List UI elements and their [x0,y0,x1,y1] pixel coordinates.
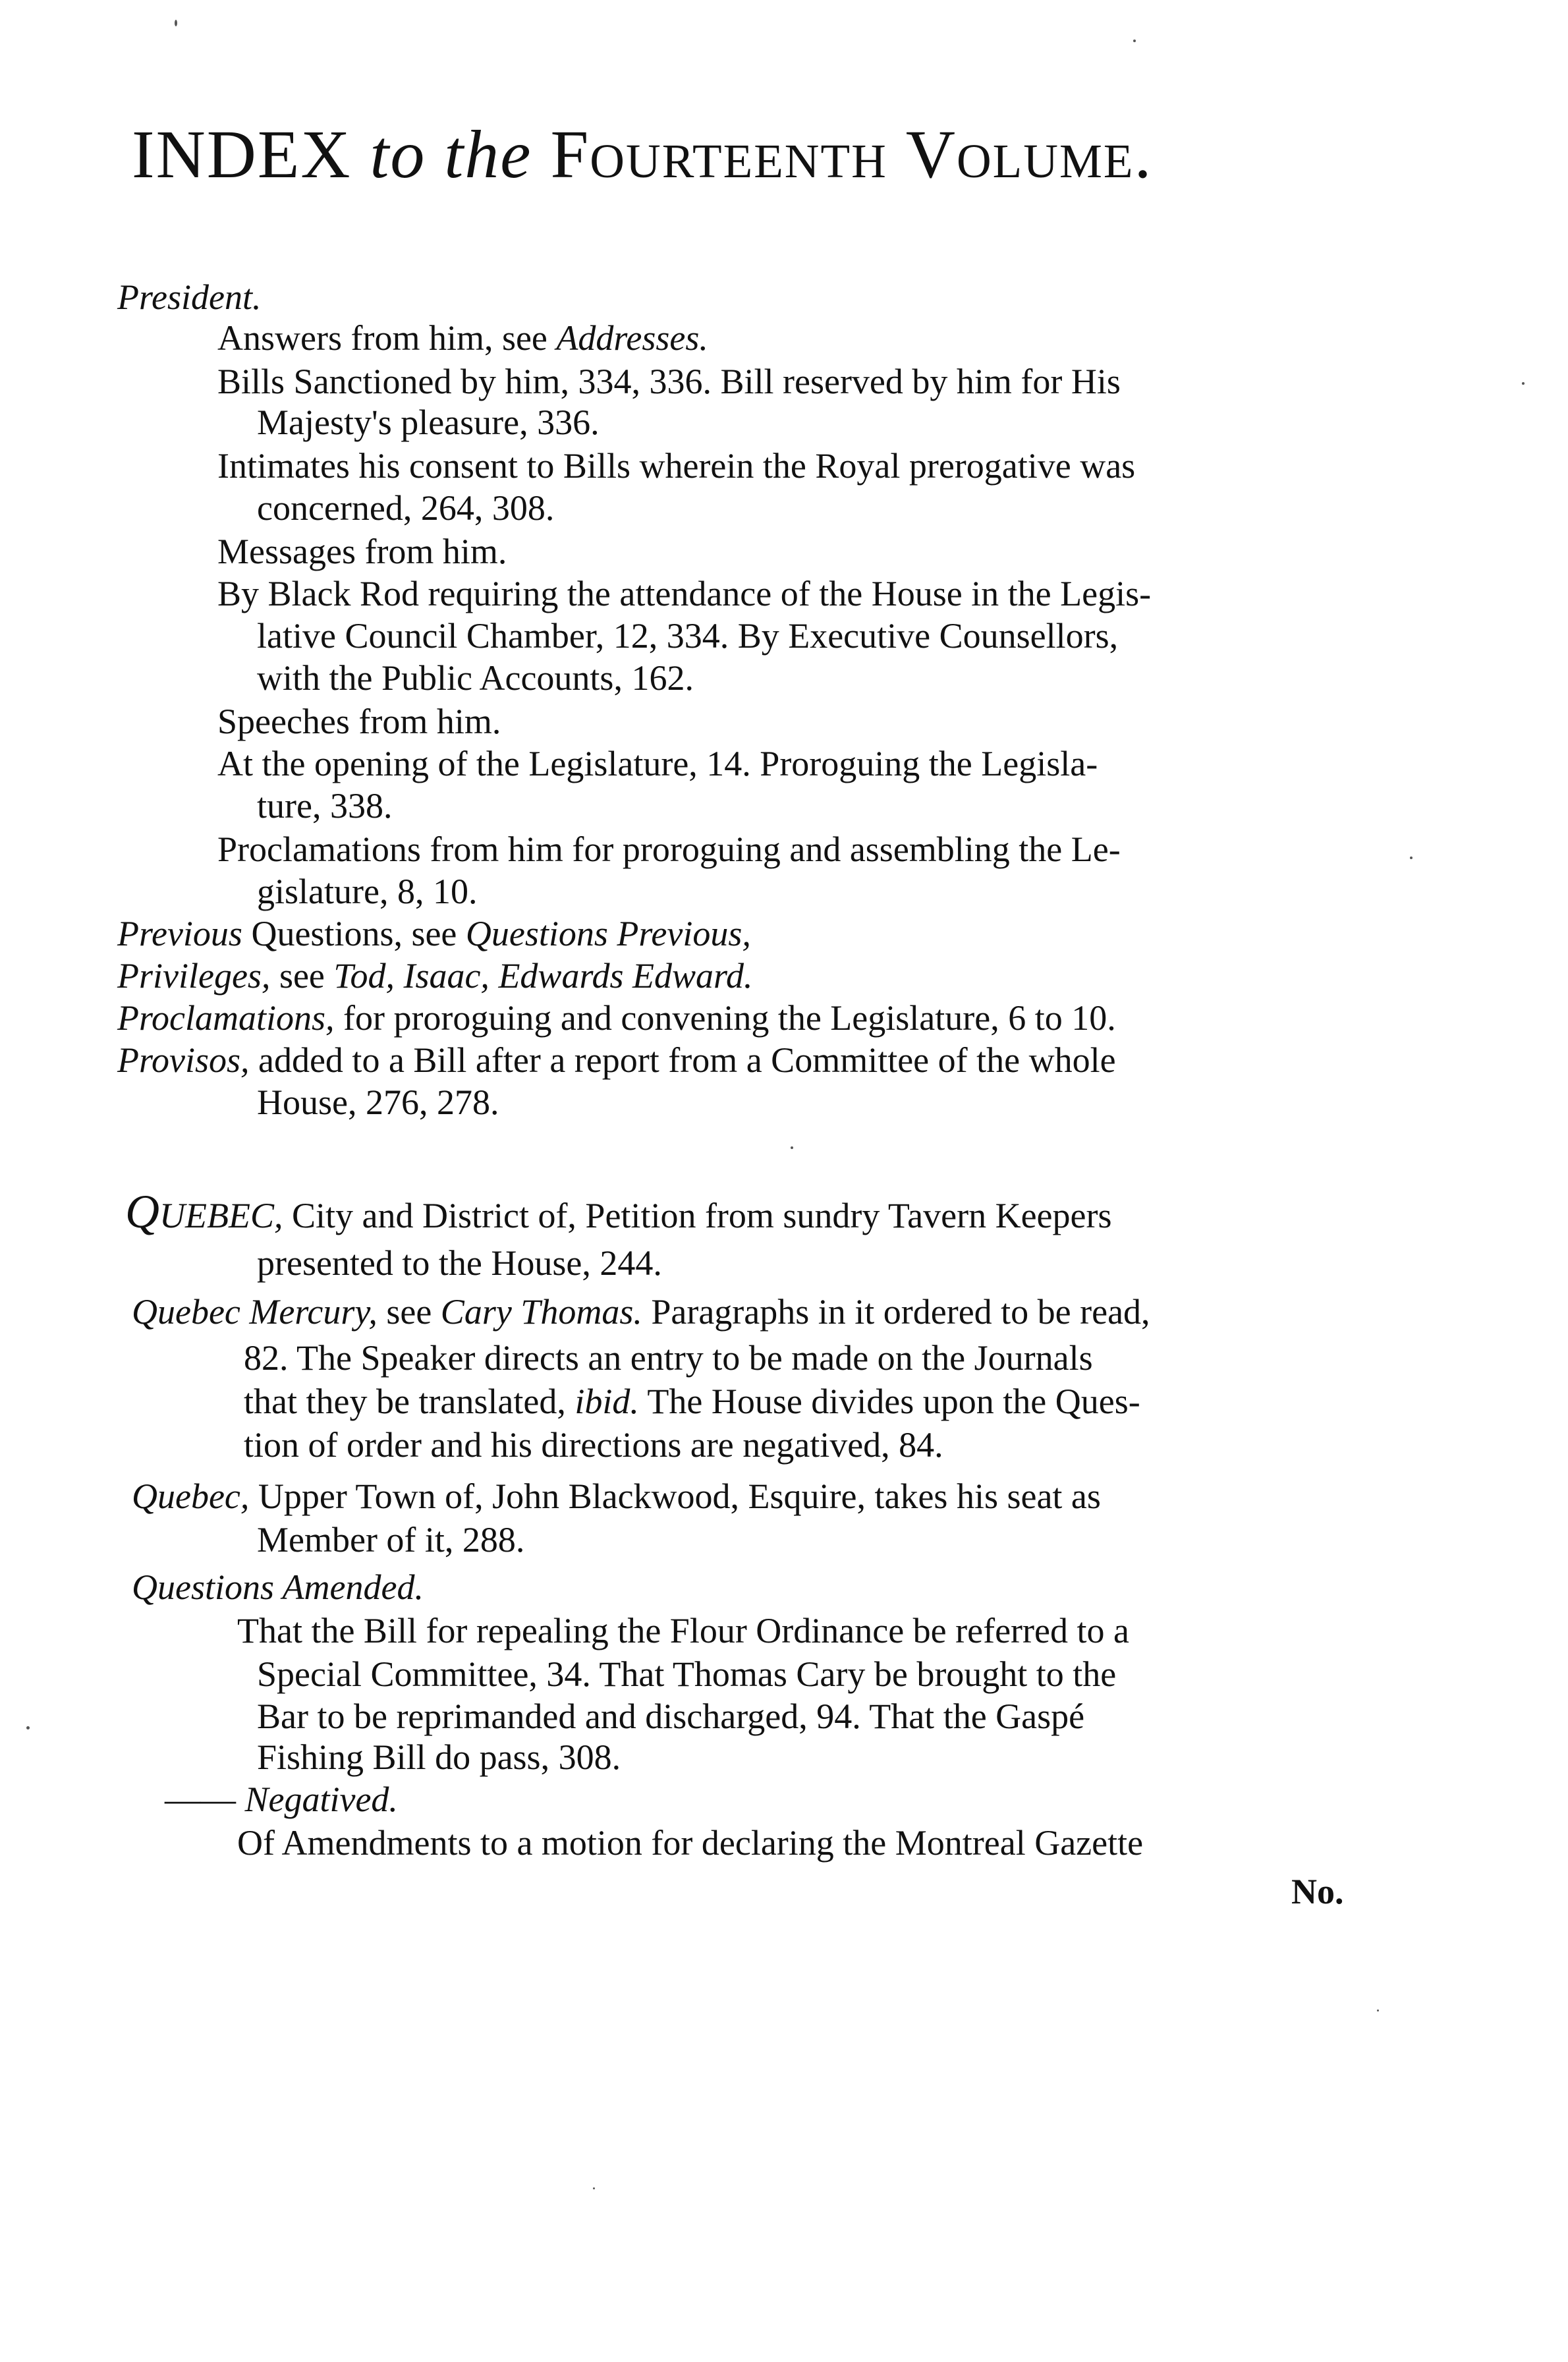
title-volume: Volume. [905,117,1153,192]
quebec-line-1: City and District of, Petition from sundry Tavern Keepers [283,1196,1112,1235]
answers-text: Answers from him, see [217,318,557,358]
entry-president-opening-2: ture, 338. [257,786,393,826]
answers-ref: Addresses. [556,318,708,358]
entry-mercury-2: 82. The Speaker directs an entry to be made on the Journals [244,1338,1093,1378]
entry-mercury-3 [244,1381,1140,1422]
entry-president-blackrod-2: lative Council Chamber, 12, 334. By Executive Counsellors, [257,616,1119,656]
negatived-dash: —— [165,1780,236,1819]
entry-amended-head: Questions Amended. [132,1567,424,1607]
provisos-head: Provisos, [117,1040,250,1080]
mercury-line-3a: that they be translated, [244,1382,575,1421]
quebec-initial: Q [125,1185,159,1238]
scan-speck [791,1146,793,1149]
page-title [132,115,1152,194]
entry-president-intimates-2: concerned, 264, 308. [257,488,555,528]
entry-president-speeches: Speeches from him. [217,702,501,741]
entry-privileges [117,955,752,996]
previous-head: Previous [117,914,242,953]
entry-negatived [165,1779,398,1820]
entry-proclamations [117,998,1116,1038]
entry-mercury-4: tion of order and his directions are negatived, 84. [244,1425,943,1465]
scan-speck [1377,2010,1379,2011]
entry-president-intimates-1: Intimates his consent to Bills wherein the Royal prerogative was [217,446,1136,486]
entry-amended-1: That the Bill for repealing the Flour Ordinance be referred to a [237,1611,1129,1650]
entry-president-messages: Messages from him. [217,532,507,571]
title-index: INDEX [132,117,352,192]
negatived-head: Negatived. [244,1780,398,1819]
scan-speck [593,2187,595,2189]
mercury-head: Quebec Mercury, [132,1292,378,1332]
entry-provisos-1 [117,1040,1116,1081]
privileges-text: see [270,956,334,996]
mercury-text-1: see [377,1292,441,1332]
entry-president-blackrod-1: By Black Rod requiring the attendance of the House in the Legis- [217,574,1152,613]
proclamations-head: Proclamations, [117,998,335,1038]
entry-president-bills-1: Bills Sanctioned by him, 334, 336. Bill reserved by him for His [217,362,1121,401]
mercury-line-3-ref: ibid. [574,1382,639,1421]
previous-text: Questions, see [242,914,466,953]
title-to: to [370,117,426,192]
entry-last-line: Of Amendments to a motion for declaring the Montreal Gazette [237,1823,1144,1863]
privileges-ref-1: Tod, Isaac, [333,956,490,996]
entry-president-opening-1: At the opening of the Legislature, 14. Proroguing the Legisla- [217,744,1098,783]
upper-town-line-1: Upper Town of, John Blackwood, Esquire, takes his seat as [249,1476,1101,1516]
scan-speck [1410,857,1413,859]
entry-quebec-2: presented to the House, 244. [257,1243,662,1283]
title-fourteenth: Fourteenth [550,117,887,192]
previous-ref: Questions Previous, [465,914,751,953]
scan-speck [175,20,177,26]
provisos-line-1: added to a Bill after a report from a Committee of the whole [249,1040,1116,1080]
privileges-head: Privileges, [117,956,271,996]
entry-amended-3: Bar to be reprimanded and discharged, 94. That the Gaspé [257,1697,1085,1736]
entry-president-bills-2: Majesty's pleasure, 336. [257,403,600,442]
scan-speck [1522,382,1525,385]
entry-upper-town-1 [132,1476,1101,1517]
title-the: the [444,117,532,192]
entry-amended-4: Fishing Bill do pass, 308. [257,1737,621,1777]
entry-previous [117,913,751,954]
mercury-ref: Cary Thomas. [440,1292,642,1332]
entry-upper-town-2: Member of it, 288. [257,1520,525,1560]
quebec-head: UEBEC, [159,1196,283,1235]
privileges-ref-2: Edwards Edward. [489,956,753,996]
mercury-text-2: Paragraphs in it ordered to be read, [642,1292,1150,1332]
entry-quebec-1 [125,1185,1112,1238]
catchword: No. [1291,1872,1344,1911]
scan-speck [26,1726,30,1729]
entry-provisos-2: House, 276, 278. [257,1083,499,1122]
proclamations-text: for proroguing and convening the Legislature, 6 to 10. [334,998,1116,1038]
entry-amended-2: Special Committee, 34. That Thomas Cary be brought to the [257,1654,1117,1694]
entry-mercury-1 [132,1291,1150,1332]
entry-president-head: President. [117,277,262,317]
entry-president-proclamations-2: gislature, 8, 10. [257,872,478,911]
scan-speck [1133,40,1136,42]
entry-president-proclamations-1: Proclamations from him for proroguing and assembling the Le- [217,830,1121,869]
entry-president-answers [217,318,708,358]
entry-president-blackrod-3: with the Public Accounts, 162. [257,658,694,698]
mercury-line-3b: The House divides upon the Ques- [638,1382,1140,1421]
upper-town-head: Quebec, [132,1476,250,1516]
